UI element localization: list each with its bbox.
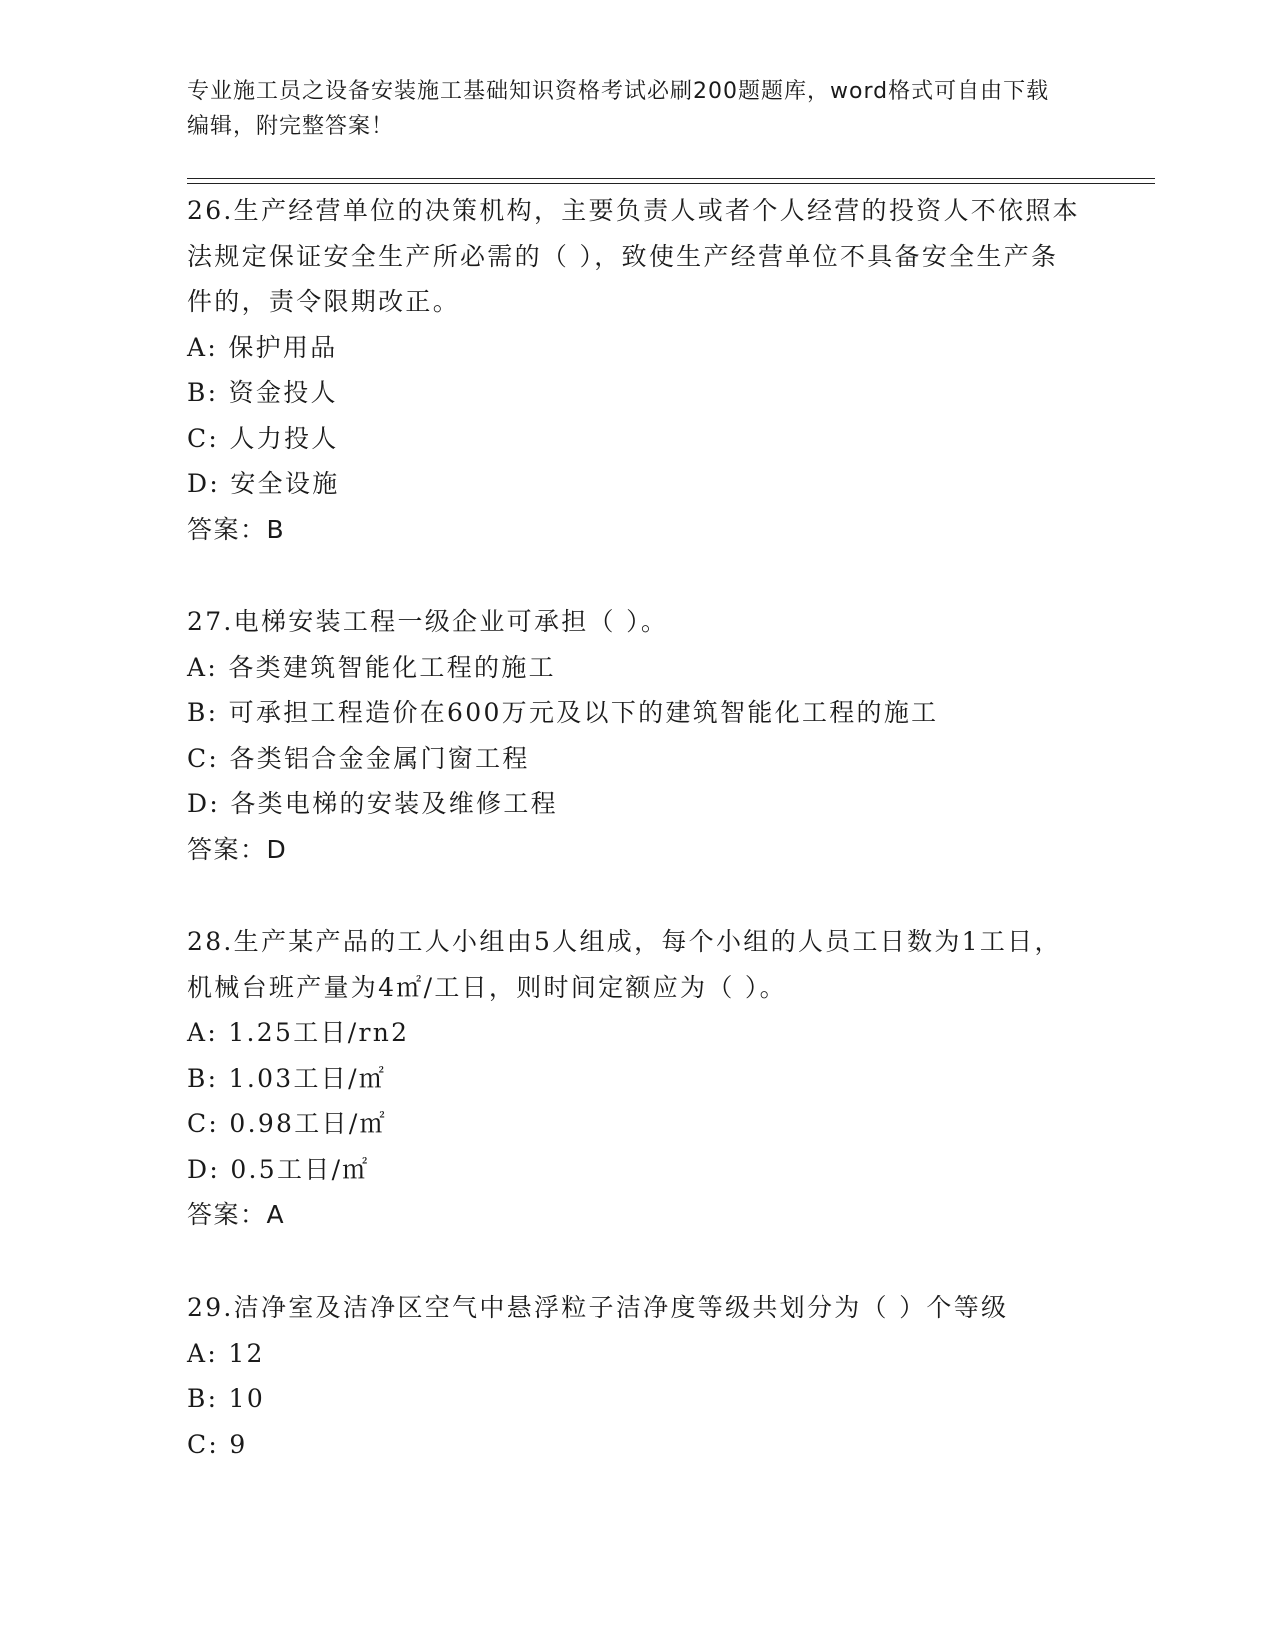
option-a: A: 各类建筑智能化工程的施工 — [187, 652, 556, 682]
question-29 — [187, 1285, 1087, 1467]
option-d: D: 0.5工日/㎡ — [187, 1154, 370, 1184]
question-stem: 26.生产经营单位的决策机构，主要负责人或者个人经营的投资人不依照本法规定保证安全生产所必需的（ ），致使生产经营单位不具备安全生产条件的，责令限期改正。 — [187, 196, 1080, 316]
header-divider-top — [187, 178, 1155, 179]
answer-line: 答案：D — [187, 834, 288, 864]
option-a: A: 12 — [187, 1338, 265, 1368]
header-divider-bottom — [187, 183, 1155, 184]
question-28 — [187, 919, 1087, 1238]
option-d: D: 各类电梯的安装及维修工程 — [187, 789, 558, 818]
option-c: C: 各类铝合金金属门窗工程 — [187, 743, 530, 773]
option-c: C: 9 — [187, 1429, 248, 1459]
answer-line: 答案：B — [187, 514, 286, 544]
question-stem: 27.电梯安装工程一级企业可承担（ ）。 — [187, 607, 669, 636]
question-27 — [187, 599, 1087, 872]
option-c: C: 0.98工日/㎡ — [187, 1109, 387, 1138]
question-stem: 29.洁净室及洁净区空气中悬浮粒子洁净度等级共划分为（ ）个等级 — [187, 1293, 1009, 1322]
option-c: C: 人力投人 — [187, 423, 339, 453]
option-b: B: 1.03工日/㎡ — [187, 1063, 387, 1093]
option-a: A: 保护用品 — [187, 332, 338, 362]
option-b: B: 10 — [187, 1384, 266, 1413]
document-header: 专业施工员之设备安装施工基础知识资格考试必刷200题题库，word格式可自由下载编辑，附完整答案！ — [187, 79, 1050, 139]
option-d: D: 安全设施 — [187, 469, 340, 498]
option-b: B: 资金投人 — [187, 378, 338, 407]
option-a: A: 1.25工日/rn2 — [187, 1018, 410, 1047]
question-26 — [187, 188, 1087, 552]
question-stem: 28.生产某产品的工人小组由5人组成，每个小组的人员工日数为1工日，机械台班产量为4㎡/工日，则时间定额应为（ ）。 — [187, 927, 1062, 1002]
answer-line: 答案：A — [187, 1200, 286, 1229]
option-b: B: 可承担工程造价在600万元及以下的建筑智能化工程的施工 — [187, 698, 939, 727]
